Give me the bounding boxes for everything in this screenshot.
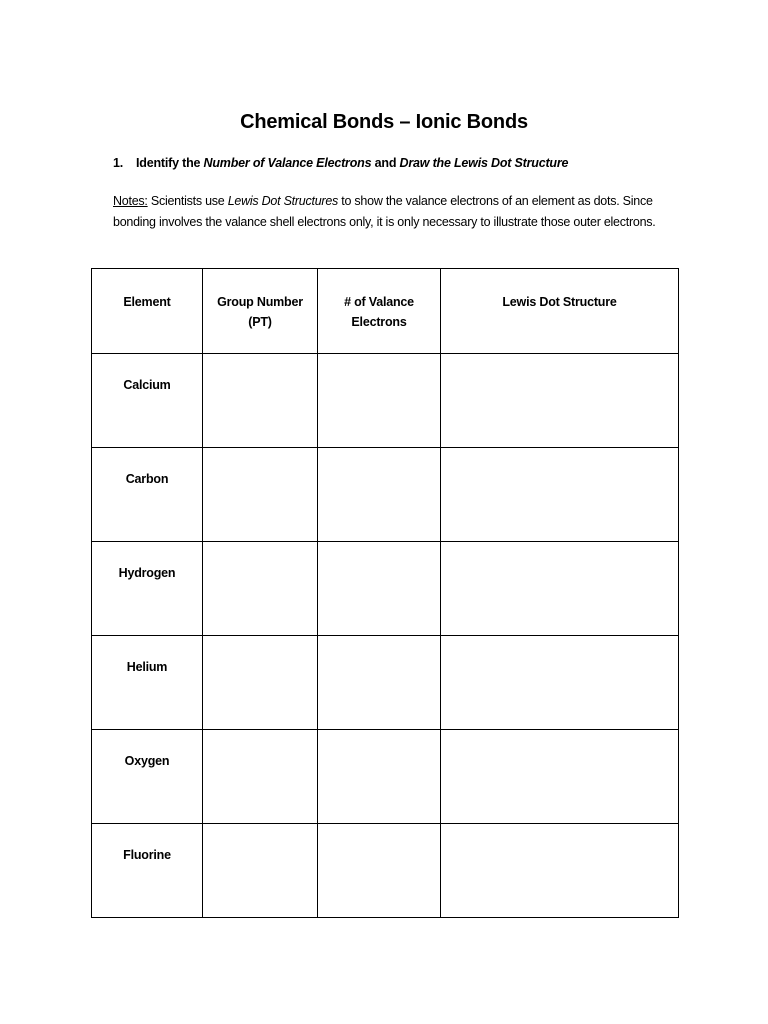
question-text-middle: and	[371, 156, 400, 170]
valance-electrons-cell[interactable]	[318, 542, 441, 636]
element-name-cell: Fluorine	[92, 824, 203, 918]
table-row	[92, 636, 679, 730]
lewis-dot-cell[interactable]	[441, 354, 679, 448]
question-text-start: Identify the	[136, 156, 204, 170]
header-valance-electrons: # of Valance Electrons	[318, 269, 441, 354]
element-name-cell: Helium	[92, 636, 203, 730]
valance-electrons-cell[interactable]	[318, 824, 441, 918]
valance-electrons-cell[interactable]	[318, 354, 441, 448]
lewis-dot-cell[interactable]	[441, 448, 679, 542]
group-number-cell[interactable]	[203, 448, 318, 542]
element-name-cell: Calcium	[92, 354, 203, 448]
table-row	[92, 448, 679, 542]
element-name-cell: Carbon	[92, 448, 203, 542]
header-lewis-dot-structure: Lewis Dot Structure	[441, 269, 679, 354]
worksheet-table	[91, 268, 679, 918]
notes-italic: Lewis Dot Structures	[227, 194, 339, 208]
lewis-dot-cell[interactable]	[441, 824, 679, 918]
question-number: 1.	[113, 156, 124, 170]
header-group-number: Group Number (PT)	[203, 269, 318, 354]
table-header-row	[92, 269, 679, 354]
valance-electrons-cell[interactable]	[318, 636, 441, 730]
notes-label: Notes:	[113, 194, 148, 208]
notes-text-after: to show the valance electrons of an element as dots. Since bonding involves the valance shell electrons only, it is only necessary to illustrate those outer electrons.	[113, 194, 656, 229]
valance-electrons-cell[interactable]	[318, 730, 441, 824]
page-title: Chemical Bonds – Ionic Bonds	[240, 111, 528, 133]
lewis-dot-cell[interactable]	[441, 542, 679, 636]
question-italic-valance: Number of Valance Electrons	[203, 156, 372, 170]
group-number-cell[interactable]	[203, 636, 318, 730]
lewis-dot-cell[interactable]	[441, 636, 679, 730]
question-italic-lewis: Draw the Lewis Dot Structure	[399, 156, 569, 170]
table-row	[92, 824, 679, 918]
notes-text-before: Scientists use	[147, 194, 228, 208]
table-row	[92, 730, 679, 824]
group-number-cell[interactable]	[203, 730, 318, 824]
table-row	[92, 354, 679, 448]
valance-electrons-cell[interactable]	[318, 448, 441, 542]
header-element: Element	[92, 269, 203, 354]
notes-paragraph	[113, 191, 673, 233]
group-number-cell[interactable]	[203, 824, 318, 918]
group-number-cell[interactable]	[203, 354, 318, 448]
element-name-cell: Oxygen	[92, 730, 203, 824]
question-1	[113, 156, 568, 170]
group-number-cell[interactable]	[203, 542, 318, 636]
element-name-cell: Hydrogen	[92, 542, 203, 636]
lewis-dot-cell[interactable]	[441, 730, 679, 824]
table-row	[92, 542, 679, 636]
